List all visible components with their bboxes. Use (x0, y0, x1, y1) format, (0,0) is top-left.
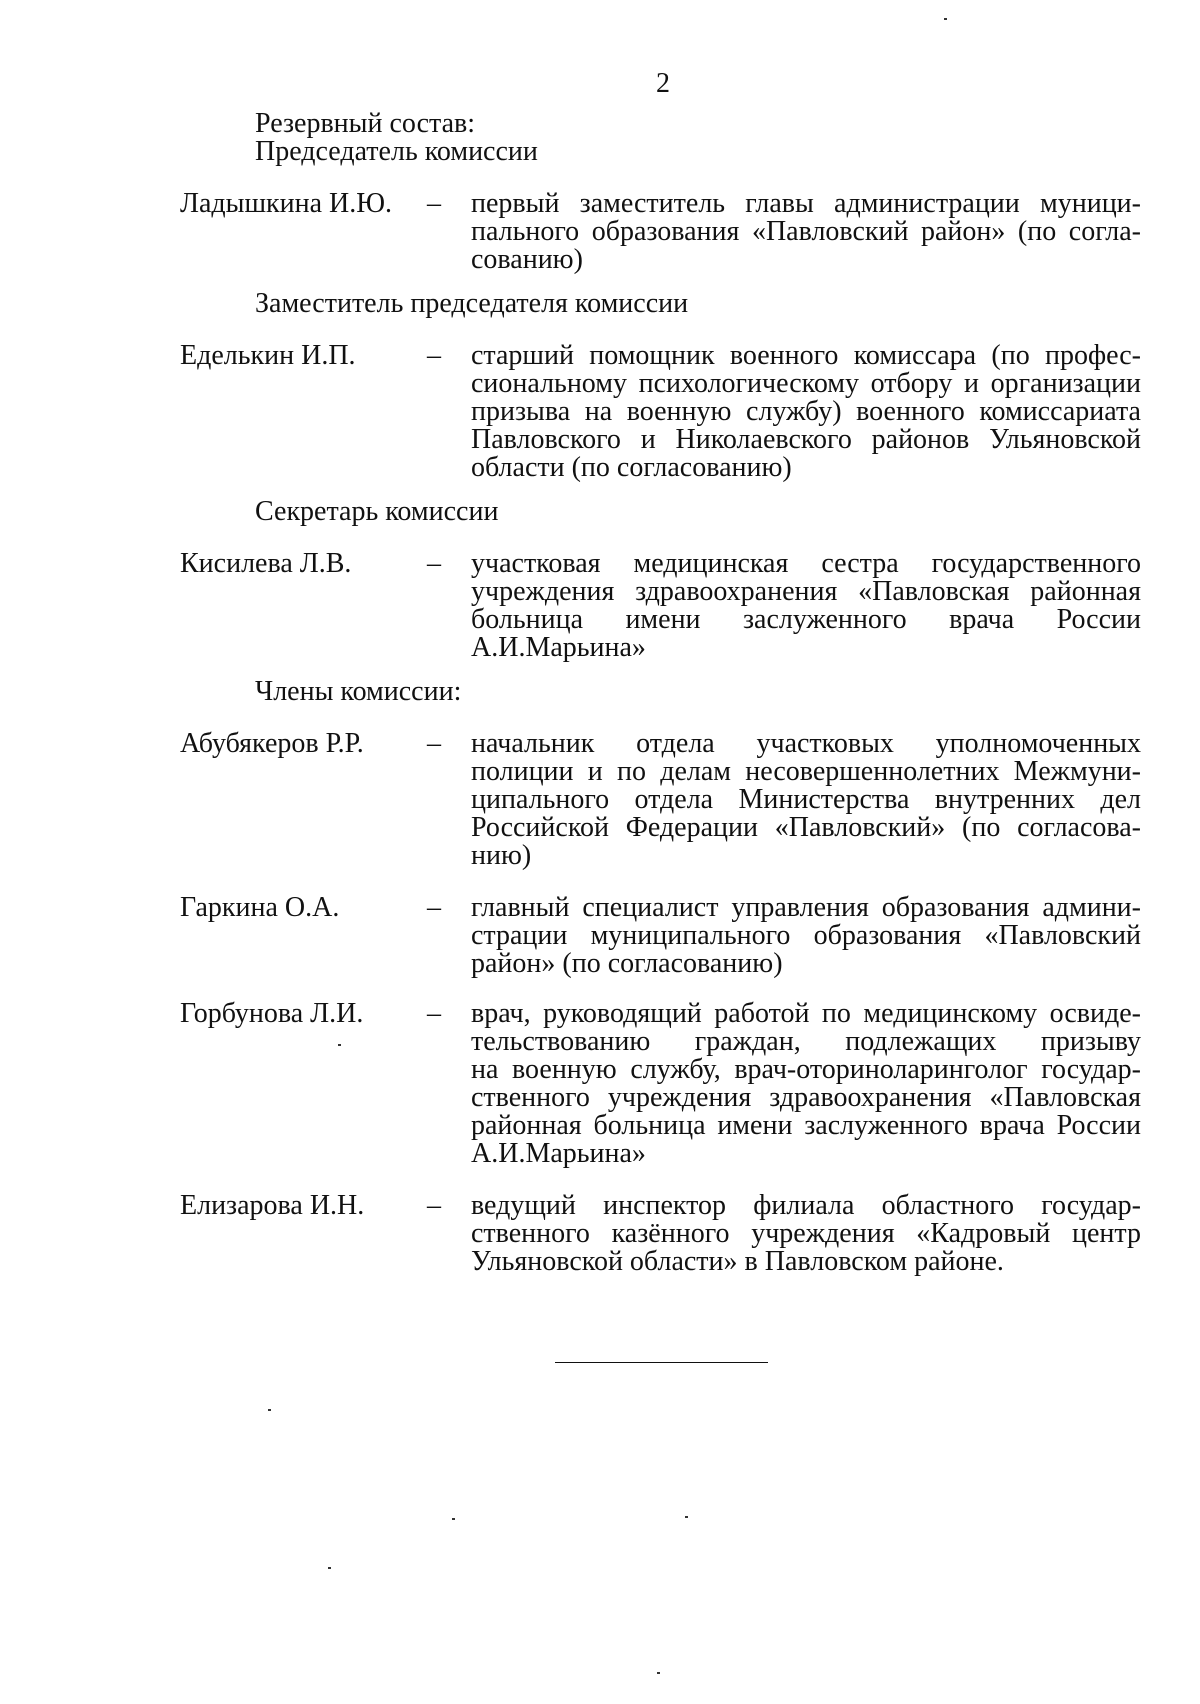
heading-members: Члены комиссии: (255, 676, 462, 707)
role-line: больница имени заслуженного врача России (471, 604, 1141, 635)
scan-speck (452, 1518, 455, 1520)
member-role (471, 730, 1141, 870)
member-name: Абубякеров Р.Р. (180, 728, 364, 759)
dash: – (427, 728, 441, 759)
role-line: страции муниципального образования «Павловский (471, 920, 1141, 951)
member-name: Кисилева Л.В. (180, 548, 352, 579)
role-line: тельствованию граждан, подлежащих призыву (471, 1026, 1141, 1057)
member-role (471, 550, 1141, 662)
heading-chairman: Председатель комиссии (255, 136, 538, 167)
role-line: Российской Федерации «Павловский» (по согласова- (471, 812, 1141, 843)
member-role (471, 894, 1141, 978)
heading-deputy: Заместитель председателя комиссии (255, 288, 689, 319)
role-line: Павловского и Николаевского районов Ульяновской (471, 424, 1141, 455)
dash: – (427, 892, 441, 923)
end-rule (555, 1362, 768, 1363)
heading-secretary: Секретарь комиссии (255, 496, 499, 527)
role-line: области (по согласованию) (471, 452, 792, 483)
role-line: учреждения здравоохранения «Павловская районная (471, 576, 1141, 607)
role-line: ципального отдела Министерства внутренних дел (471, 784, 1141, 815)
scan-speck (944, 18, 947, 20)
role-line: Ульяновской области» в Павловском районе. (471, 1246, 1004, 1277)
heading-reserve: Резервный состав: (255, 108, 476, 139)
role-line: сиональному психологическому отбору и организации (471, 368, 1141, 399)
role-line: ственного учреждения здравоохранения «Павловская (471, 1082, 1141, 1113)
role-line: врач, руководящий работой по медицинскому освиде- (471, 998, 1141, 1029)
role-line: ственного казённого учреждения «Кадровый центр (471, 1218, 1141, 1249)
dash: – (427, 548, 441, 579)
role-line: сованию) (471, 244, 583, 275)
role-line: нию) (471, 840, 532, 871)
dash: – (427, 188, 441, 219)
member-name: Ладышкина И.Ю. (180, 188, 393, 219)
member-name: Гаркина О.А. (180, 892, 340, 923)
role-line: А.И.Марьина» (471, 632, 646, 663)
role-line: первый заместитель главы администрации муници- (471, 188, 1141, 219)
dash: – (427, 1190, 441, 1221)
role-line: начальник отдела участковых уполномоченных (471, 728, 1141, 759)
role-line: пального образования «Павловский район» (по согла- (471, 216, 1141, 247)
scan-speck (268, 1409, 271, 1411)
scan-speck (685, 1516, 688, 1518)
scan-speck (328, 1567, 331, 1569)
role-line: старший помощник военного комиссара (по профес- (471, 340, 1141, 371)
role-line: А.И.Марьина» (471, 1138, 646, 1169)
role-line: призыва на военную службу) военного комиссариата (471, 396, 1141, 427)
member-name: Еделькин И.П. (180, 340, 356, 371)
scan-speck (338, 1044, 341, 1046)
member-name: Горбунова Л.И. (180, 998, 364, 1029)
role-line: район» (по согласованию) (471, 948, 783, 979)
role-line: ведущий инспектор филиала областного государ- (471, 1190, 1141, 1221)
page-number: 2 (656, 68, 670, 99)
member-role (471, 190, 1141, 274)
role-line: районная больница имени заслуженного врача России (471, 1110, 1141, 1141)
member-name: Елизарова И.Н. (180, 1190, 365, 1221)
member-role (471, 342, 1141, 482)
role-line: главный специалист управления образования админи- (471, 892, 1141, 923)
role-line: полиции и по делам несовершеннолетних Межмуни- (471, 756, 1141, 787)
role-line: на военную службу, врач-оториноларинголог государ- (471, 1054, 1141, 1085)
dash: – (427, 340, 441, 371)
role-line: участковая медицинская сестра государственного (471, 548, 1141, 579)
dash: – (427, 998, 441, 1029)
scan-speck (657, 1672, 660, 1674)
member-role (471, 1192, 1141, 1276)
member-role (471, 1000, 1141, 1168)
